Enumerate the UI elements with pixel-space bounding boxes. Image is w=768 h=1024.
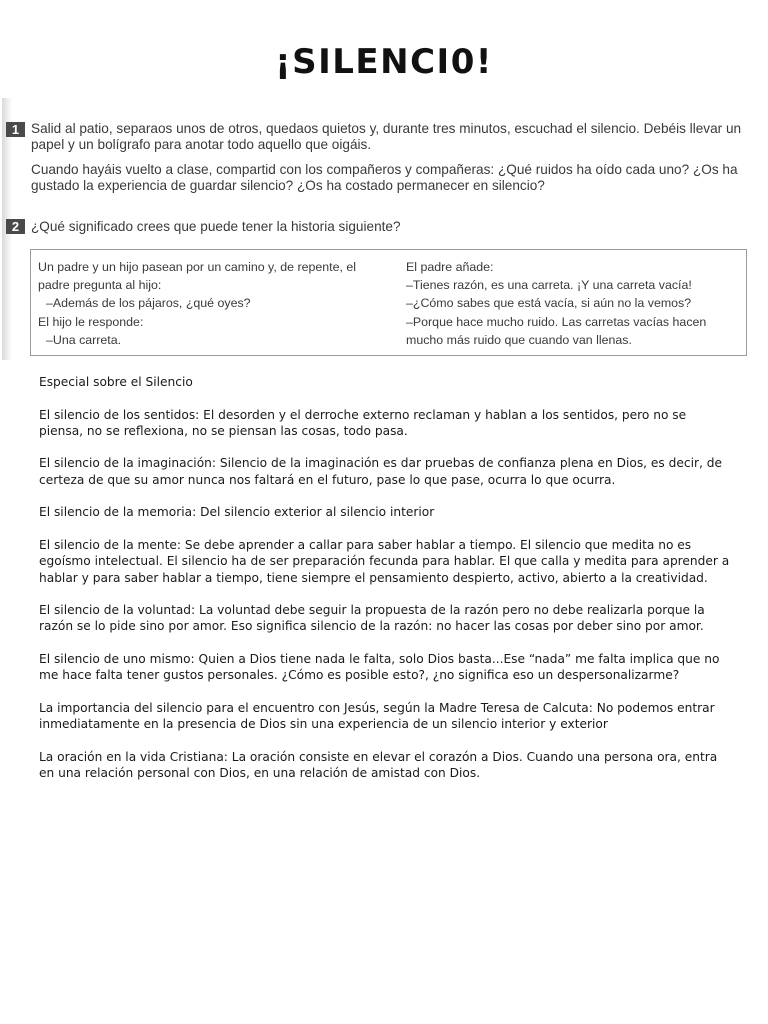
paragraph-sentidos: El silencio de los sentidos: El desorden y el derroche externo reclaman y hablan a los sentidos, pero no se piensa, no se reflexiona, no se piensan las cosas, todo pasa.: [39, 407, 687, 438]
story-line: El hijo le responde:: [38, 314, 144, 329]
paragraph-imaginacion: El silencio de la imaginación: Silencio de la imaginación es dar pruebas de confianza plena en Dios, es decir, de certeza de que su amor nunca nos faltará en el futuro, pase lo que pase, ocurra lo que ocurra.: [39, 456, 722, 487]
paragraph-madre-teresa: La importancia del silencio para el encuentro con Jesús, según la Madre Teresa de Calcuta: No podemos entrar inmediatamente en la presencia de Dios sin una experiencia de un silencio interior y exterior: [39, 700, 715, 732]
document-body: [39, 374, 734, 798]
story-line: –¿Cómo sabes que está vacía, si aún no la vemos?: [406, 296, 692, 311]
story-box: [30, 249, 747, 356]
story-line: –Porque hace mucho ruido. Las carretas vacías hacen: [406, 314, 707, 329]
story-line: –Una carreta.: [46, 332, 122, 347]
story-line: –Tienes razón, es una carreta. ¡Y una carreta vacía!: [406, 278, 692, 293]
paragraph-uno-mismo: El silencio de uno mismo: Quien a Dios tiene nada le falta, solo Dios basta...Ese “nada” me falta implica que no me hace falta tener gustos personales. ¿Cómo es posible esto?, ¿no significa eso un despersonalizarme?: [39, 652, 720, 683]
exercise-1-instructions: Salid al patio, separaos unos de otros, quedaos quietos y, durante tres minutos, escuchad el silencio. Debéis llevar un papel y un bolígrafo para anotar todo aquello que oigáis.: [31, 121, 742, 152]
story-line: mucho más ruido que cuando van llenas.: [406, 332, 632, 347]
exercise-1-questions: Cuando hayáis vuelto a clase, compartid con los compañeros y compañeras: ¿Qué ruidos ha oído cada uno? ¿Os ha gustado la experiencia de guardar silencio? ¿Os ha costado permanecer en silencio?: [31, 162, 738, 193]
section-heading: Especial sobre el Silencio: [39, 375, 193, 389]
story-line: –Además de los pájaros, ¿qué oyes?: [46, 296, 251, 311]
exercise-number-1: 1: [6, 122, 25, 137]
paragraph-memoria: El silencio de la memoria: Del silencio exterior al silencio interior: [39, 505, 435, 520]
story-right-column: [406, 258, 741, 349]
story-line: Un padre y un hijo pasean por un camino y, de repente, el: [38, 260, 356, 274]
paragraph-mente: El silencio de la mente: Se debe aprender a callar para saber hablar a tiempo. El silencio que medita no es egoísmo intelectual. El silencio ha de ser preparación fecunda para hablar. El que calla y medita para aprender a hablar y para saber hablar a tiempo, tiene siempre el pensamiento despierto, activo, abierto a la creatividad.: [39, 537, 730, 585]
paragraph-oracion: La oración en la vida Cristiana: La oración consiste en elevar el corazón a Dios. Cuando una persona ora, entra en una relación personal con Dios, en una relación de amistad con Dios.: [39, 749, 718, 781]
story-line: padre pregunta al hijo:: [38, 278, 162, 293]
story-line: El padre añade:: [406, 260, 494, 274]
paragraph-voluntad: El silencio de la voluntad: La voluntad debe seguir la propuesta de la razón pero no debe realizarla porque la razón se lo pide sino por amor. Eso significa silencio de la razón: no hacer las cosas por deber sino por amor.: [39, 603, 705, 634]
exercise-number-2: 2: [6, 219, 25, 234]
exercise-2-question: ¿Qué significado crees que puede tener la historia siguiente?: [31, 219, 401, 234]
page-title: ¡SILENCI0!: [275, 42, 493, 82]
story-left-column: [38, 258, 383, 349]
scanned-exercise-image: [0, 96, 768, 362]
